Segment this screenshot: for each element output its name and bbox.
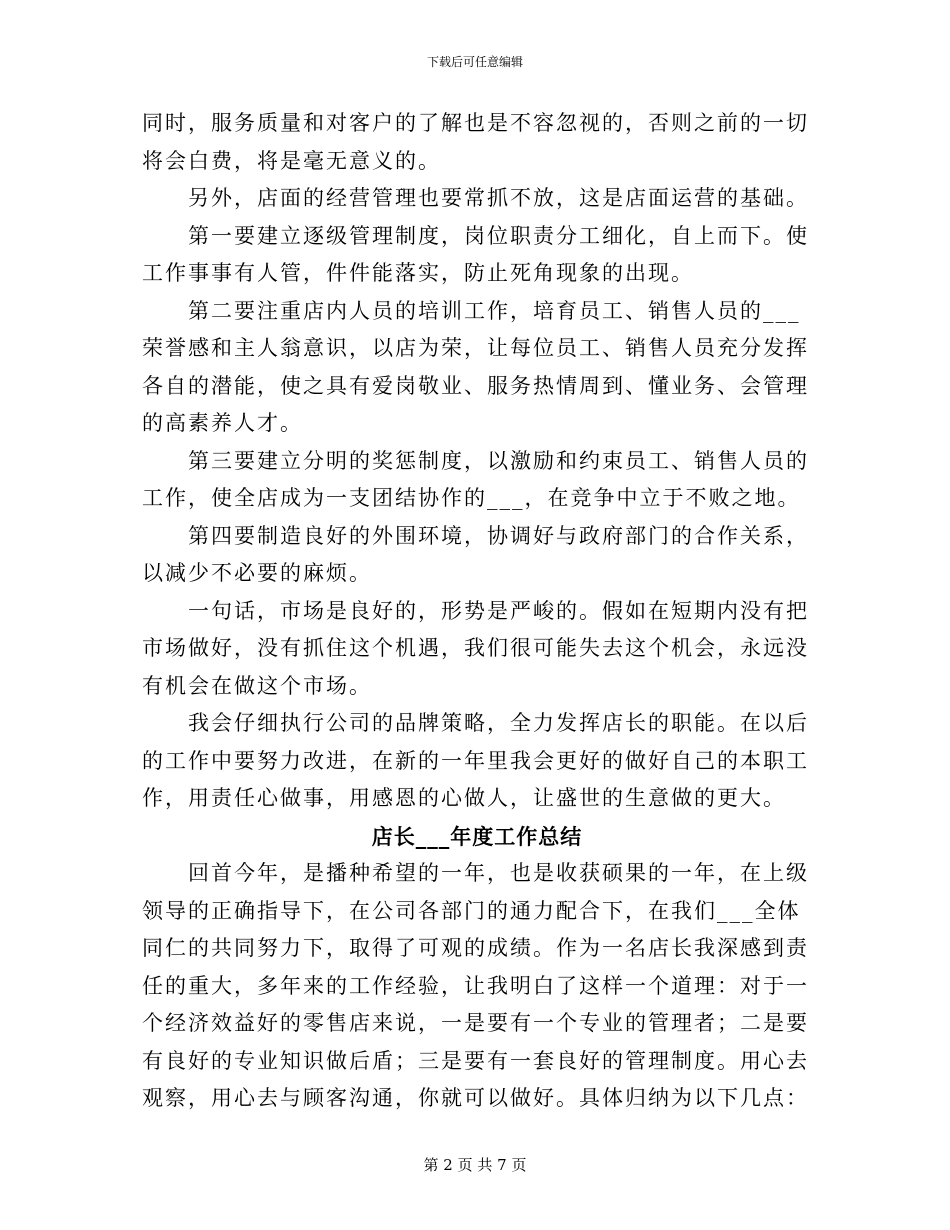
paragraph: 第二要注重店内人员的培训工作，培育员工、销售人员的___荣誉感和主人翁意识，以店为荣，让每位员工、销售人员充分发挥各自的潜能，使之具有爱岗敬业、服务热情周到、懂业务、会管理的高素养人才。	[142, 298, 809, 435]
document-body	[142, 105, 812, 1118]
paragraph: 同时，服务质量和对客户的了解也是不容忽视的，否则之前的一切将会白费，将是毫无意义的。	[142, 111, 809, 173]
paragraph: 第三要建立分明的奖惩制度，以激励和约束员工、销售人员的工作，使全店成为一支团结协作的___，在竞争中立于不败之地。	[142, 448, 809, 510]
paragraph: 第一要建立逐级管理制度，岗位职责分工细化，自上而下。使工作事事有人管，件件能落实，防止死角现象的出现。	[142, 223, 809, 285]
paragraph: 我会仔细执行公司的品牌策略，全力发挥店长的职能。在以后的工作中要努力改进，在新的一年里我会更好的做好自己的本职工作，用责任心做事，用感恩的心做人，让盛世的生意做的更大。	[142, 711, 809, 810]
paragraph: 第四要制造良好的外围环境，协调好与政府部门的合作关系，以减少不必要的麻烦。	[142, 523, 809, 585]
page-header: 下载后可任意编辑	[426, 55, 523, 69]
paragraph: 一句话，市场是良好的，形势是严峻的。假如在短期内没有把市场做好，没有抓住这个机遇，我们很可能失去这个机会，永远没有机会在做这个市场。	[142, 598, 809, 698]
page-number: 第 2 页 共 7 页	[423, 1156, 527, 1174]
section-title: 店长___年度工作总结	[371, 823, 583, 849]
paragraph: 另外，店面的经营管理也要常抓不放，这是店面运营的基础。	[188, 186, 809, 210]
paragraph: 回首今年，是播种希望的一年，也是收获硕果的一年，在上级领导的正确指导下，在公司各部门的通力配合下，在我们___全体同仁的共同努力下，取得了可观的成绩。作为一名店长我深感到责任的重大，多年来的工作经验，让我明白了这样一个道理：对于一个经济效益好的零售店来说，一是要有一个专业的管理者；二是要有良好的专业知识做后盾；三是要有一套良好的管理制度。用心去观察，用心去与顾客沟通，你就可以做好。具体归纳为以下几点：	[142, 861, 809, 1110]
